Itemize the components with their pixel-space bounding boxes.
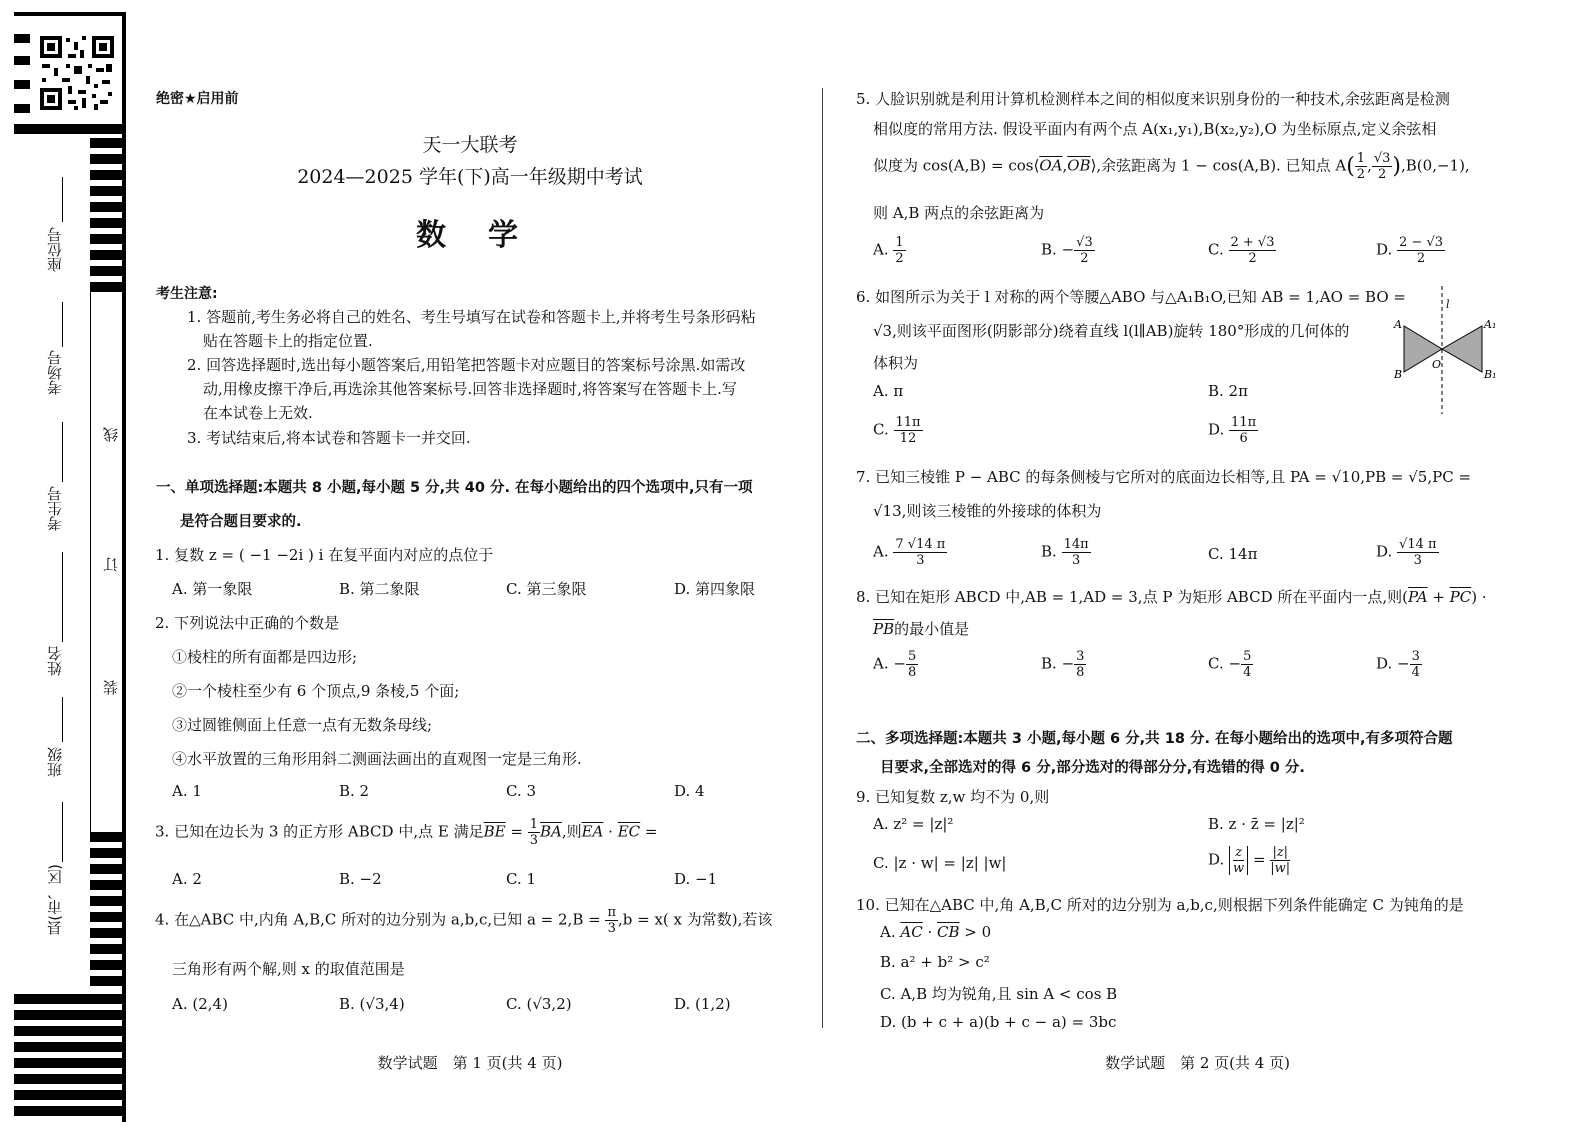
q7-b-den: 3 xyxy=(1071,553,1081,568)
q10-option-d: D. (b + c + a)(b + c − a) = 3bc xyxy=(880,1013,1117,1031)
notice-1a: 1. 答题前,考生务必将自己的姓名、考生号填写在试卷和答题卡上,并将考生号条形码粘 xyxy=(187,308,756,326)
q3-vector-ea: $\overline{EA}$ xyxy=(581,822,604,841)
notice-2c: 在本试卷上无效. xyxy=(203,404,313,422)
q5-d-den: 2 xyxy=(1416,251,1426,266)
q7-option-a xyxy=(873,538,947,567)
q5-a-x xyxy=(1355,152,1367,181)
q10-option-b: B. a² + b² > c² xyxy=(880,953,990,971)
q6-c-prefix: C. xyxy=(873,420,889,439)
q6-line1: 6. 如图所示为关于 l 对称的两个等腰△ABO 与△A₁B₁O,已知 AB = 1,AO = BO = xyxy=(856,288,1406,306)
q6-line3: 体积为 xyxy=(873,354,919,372)
q8-option-b xyxy=(1041,650,1086,679)
q6-option-a: A. π xyxy=(873,382,904,400)
label-a1: A₁ xyxy=(1484,318,1497,331)
q5-line4: 则 A,B 两点的余弦距离为 xyxy=(873,204,1045,222)
section2-heading: 二、多项选择题:本题共 3 小题,每小题 6 分,共 18 分. 在每小题给出的选项中,有多项符合题 xyxy=(856,731,1453,747)
q8-d-num: 3 xyxy=(1411,649,1420,664)
page1-footer: 数学试题 第 1 页(共 4 页) xyxy=(377,1054,563,1072)
q5-b-den: 2 xyxy=(1080,251,1089,266)
q5-a-den: 2 xyxy=(895,251,904,266)
cut-mark-zhuang: 装 xyxy=(102,680,120,695)
q8-d-den: 4 xyxy=(1411,665,1420,680)
q8-vector-pa: $\overline{PA}$ xyxy=(1408,588,1428,606)
q7-a-num: 7 √14 π xyxy=(895,537,946,552)
secret-mark: 绝密★启用前 xyxy=(156,91,239,107)
q6-d-den: 6 xyxy=(1239,431,1248,446)
q9-d-den2: |w| xyxy=(1270,861,1291,876)
q5-l3b: ⟩,余弦距离为 1 − cos(A,B). 已知点 A xyxy=(1090,156,1347,175)
q2-stem: 2. 下列说法中正确的个数是 xyxy=(155,614,340,632)
q3-stem-text: 3. 已知在边长为 3 的正方形 ABCD 中,点 E 满足 xyxy=(155,822,484,841)
label-l: l xyxy=(1446,298,1450,311)
q1-option-a: A. 第一象限 xyxy=(172,580,253,598)
q4-stem-b: ,b = x( x 为常数),若该 xyxy=(618,910,773,929)
notice-2b: 动,用橡皮擦干净后,再选涂其他答案标号.回答非选择题时,将答案写在答题卡上.写 xyxy=(203,380,737,398)
q4-option-d: D. (1,2) xyxy=(674,995,731,1013)
q5-a-y-den: 2 xyxy=(1378,167,1387,182)
q8-plus: + xyxy=(1427,588,1450,606)
q6-c-den: 12 xyxy=(899,431,917,446)
q8-d-sign: − xyxy=(1397,654,1410,673)
q5-option-a xyxy=(873,236,906,265)
q8-c-num: 5 xyxy=(1243,649,1252,664)
q6-d-num: 11π xyxy=(1231,415,1257,430)
q8-b-num: 3 xyxy=(1076,649,1085,664)
cut-mark-ding: 订 xyxy=(102,557,120,572)
q7-d-prefix: D. xyxy=(1376,542,1393,561)
q10-a-prefix: A. xyxy=(880,923,901,941)
notice-3: 3. 考试结束后,将本试卷和答题卡一并交回. xyxy=(187,429,471,447)
q4-stem-cont: 三角形有两个解,则 x 的取值范围是 xyxy=(172,960,405,978)
q9-d-num1: z xyxy=(1233,846,1244,861)
q3-vector-ba: $\overline{BA}$ xyxy=(539,822,562,841)
q8-l2: 的最小值是 xyxy=(894,620,970,638)
q4-stem-a: 4. 在△ABC 中,内角 A,B,C 所对的边分别为 a,b,c,已知 a = 2,B = xyxy=(155,910,606,929)
q5-d-prefix: D. xyxy=(1376,240,1393,259)
label-o: O xyxy=(1432,358,1442,371)
q3-option-b: B. −2 xyxy=(339,870,382,888)
subject-title: 数 学 xyxy=(416,218,524,253)
q6-d-prefix: D. xyxy=(1208,420,1225,439)
notice-title: 考生注意: xyxy=(156,286,218,302)
label-b1: B₁ xyxy=(1484,368,1497,381)
q5-a-prefix: A. xyxy=(873,240,889,259)
q4-frac-den: 3 xyxy=(607,921,616,936)
q7-line2: √13,则该三棱锥的外接球的体积为 xyxy=(873,502,1102,520)
q8-vector-pc: $\overline{PC}$ xyxy=(1449,588,1472,606)
q1-option-d: D. 第四象限 xyxy=(674,580,756,598)
q6-option-b: B. 2π xyxy=(1208,382,1248,400)
q8-c-sign: − xyxy=(1228,654,1242,673)
q7-d-num: √14 π xyxy=(1399,537,1437,552)
q5-l3a: 似度为 cos(A,B) = cos⟨ xyxy=(873,156,1040,175)
q5-option-d xyxy=(1376,236,1445,265)
q8-l1a: 8. 已知在矩形 ABCD 中,AB = 1,AD = 3,点 P 为矩形 ABCD 所在平面内一点,则( xyxy=(856,588,1408,606)
q5-c-prefix: C. xyxy=(1208,240,1224,259)
q5-a-x-num: 1 xyxy=(1356,151,1366,166)
q8-b-prefix: B. xyxy=(1041,654,1057,673)
q5-a-y-num: √3 xyxy=(1373,151,1391,166)
q4-option-b: B. (√3,4) xyxy=(339,995,405,1013)
q5-a-x-den: 2 xyxy=(1356,167,1366,182)
q9-option-b: B. z · z̄ = |z|² xyxy=(1208,815,1305,833)
q3-vector-be: $\overline{BE}$ xyxy=(483,822,506,841)
q8-a-prefix: A. xyxy=(873,654,889,673)
q2-item-2: ②一个棱柱至少有 6 个顶点,9 条棱,5 个面; xyxy=(172,682,460,700)
q10-option-a xyxy=(880,923,991,941)
q5-d-num: 2 − √3 xyxy=(1399,235,1444,250)
q2-item-1: ①棱柱的所有面都是四边形; xyxy=(172,648,358,666)
q5-comma: , xyxy=(1062,156,1068,175)
q10-stem: 10. 已知在△ABC 中,角 A,B,C 所对的边分别为 a,b,c,则根据下列条件能确定 C 为钝角的是 xyxy=(856,896,1464,914)
q3-frac-den: 3 xyxy=(529,833,538,848)
q7-option-b xyxy=(1041,538,1091,567)
q8-a-num: 5 xyxy=(907,649,917,664)
q8-b-den: 8 xyxy=(1076,665,1085,680)
label-b: B xyxy=(1394,368,1403,381)
q8-a-sign: − xyxy=(893,654,906,673)
seat-label: 座位号 xyxy=(46,227,64,272)
q5-vector-oa: $\overline{OA}$ xyxy=(1039,156,1063,175)
q9-option-c: C. |z · w| = |z| |w| xyxy=(873,854,1007,872)
org-title: 天一大联考 xyxy=(422,134,518,156)
section2-heading-cont: 目要求,全部选对的得 6 分,部分选对的得部分分,有选错的得 0 分. xyxy=(880,760,1305,776)
label-a: A xyxy=(1394,318,1402,331)
q2-option-a: A. 1 xyxy=(172,782,202,800)
class-label: 班级 xyxy=(46,747,64,777)
q4-frac-num: π xyxy=(607,905,616,920)
q7-option-d xyxy=(1376,538,1439,567)
q6-figure xyxy=(1392,282,1502,418)
q9-stem: 9. 已知复数 z,w 均不为 0,则 xyxy=(856,788,1050,806)
q7-a-den: 3 xyxy=(916,553,925,568)
q1-option-c: C. 第三象限 xyxy=(506,580,587,598)
q9-option-a: A. z² = |z|² xyxy=(873,815,954,833)
q9-option-d xyxy=(1208,846,1290,875)
section1-heading: 一、单项选择题:本题共 8 小题,每小题 5 分,共 40 分. 在每小题给出的四个选项中,只有一项 xyxy=(156,480,753,496)
q6-line2: √3,则该平面图形(阴影部分)绕着直线 l(l∥AB)旋转 180°形成的几何体的 xyxy=(873,322,1350,340)
q5-line2: 相似度的常用方法. 假设平面内有两个点 A(x₁,y₁),B(x₂,y₂),O 为坐标原点,定义余弦相 xyxy=(873,120,1437,138)
q3-option-a: A. 2 xyxy=(172,870,202,888)
q8-line1 xyxy=(856,586,1487,607)
q7-b-prefix: B. xyxy=(1041,542,1057,561)
q3-eq: = xyxy=(505,822,528,841)
q8-l1b: ) · xyxy=(1471,588,1487,606)
q9-d-num2: |z| xyxy=(1270,846,1290,861)
q6-option-d xyxy=(1208,416,1258,445)
q6-option-c xyxy=(873,416,923,445)
q8-option-a xyxy=(873,650,918,679)
q4-option-c: C. (√3,2) xyxy=(506,995,572,1013)
q7-d-den: 3 xyxy=(1413,553,1422,568)
section1-heading-cont: 是符合题目要求的. xyxy=(180,514,302,530)
q5-line3: 似度为 $\cos(A,B) = \cos⟨\overline{OA},\overline{OB}⟩$,余弦距离为 1 − cos(A,B). 已知点 A( $\frac{1}{2}$ , $\frac{√3}{2}$ ),B(0,−1), xyxy=(873,151,1470,182)
q3-end: = xyxy=(640,822,658,841)
q3-dot: · xyxy=(603,822,618,841)
q5-line1: 5. 人脸识别就是利用计算机检测样本之间的相似度来识别身份的一种技术,余弦距离是检测 xyxy=(856,90,1450,108)
q9-d-den1: w xyxy=(1233,861,1245,876)
q8-option-c xyxy=(1208,650,1253,679)
q3-option-c: C. 1 xyxy=(506,870,537,888)
q5-l3c: ,B(0,−1), xyxy=(1401,156,1470,175)
q1-option-b: B. 第二象限 xyxy=(339,580,420,598)
cut-mark-line: 线 xyxy=(102,427,120,442)
q8-line2 xyxy=(873,618,969,639)
q2-item-4: ④水平放置的三角形用斜二测画法画出的直观图一定是三角形. xyxy=(172,750,582,768)
q2-option-b: B. 2 xyxy=(339,782,370,800)
q9-d-eq: = xyxy=(1248,850,1271,869)
q2-item-3: ③过圆锥侧面上任意一点有无数条母线; xyxy=(172,716,433,734)
q5-option-b xyxy=(1041,236,1095,265)
q7-option-c: C. 14π xyxy=(1208,545,1258,563)
q5-a-y xyxy=(1372,152,1393,181)
q5-a-num: 1 xyxy=(895,235,904,250)
q2-option-d: D. 4 xyxy=(674,782,705,800)
q7-line1: 7. 已知三棱锥 P − ABC 的每条侧棱与它所对的底面边长相等,且 PA = √10,PB = √5,PC = xyxy=(856,468,1472,486)
q3-vector-ec: $\overline{EC}$ xyxy=(617,822,641,841)
county-label: 县(市、区) xyxy=(46,864,64,936)
q6-c-num: 11π xyxy=(895,415,921,430)
q9-d-prefix: D. xyxy=(1208,850,1225,869)
q8-b-sign: − xyxy=(1061,654,1075,673)
exam-no-label: 考生号 xyxy=(46,486,64,531)
q5-b-sign: − xyxy=(1061,240,1075,259)
q5-c-num: 2 + √3 xyxy=(1230,235,1275,250)
q5-vector-ob: $\overline{OB}$ xyxy=(1067,156,1091,175)
triangle-a1b1o xyxy=(1442,326,1482,372)
q5-b-prefix: B. xyxy=(1041,240,1057,259)
q10-vector-ac: $\overline{AC}$ xyxy=(900,923,923,941)
q1-stem: 1. 复数 z = ( −1 −2i ) i 在复平面内对应的点位于 xyxy=(155,546,494,564)
q4-option-a: A. (2,4) xyxy=(172,995,228,1013)
exam-title: 2024—2025 学年(下)高一年级期中考试 xyxy=(297,166,643,188)
q8-option-d xyxy=(1376,650,1422,679)
q8-vector-pb: $\overline{PB}$ xyxy=(873,620,895,638)
q5-c-den: 2 xyxy=(1248,251,1257,266)
q3-option-d: D. −1 xyxy=(674,870,718,888)
q8-a-den: 8 xyxy=(907,665,917,680)
q3-then: ,则 xyxy=(561,822,582,841)
name-label: 姓名 xyxy=(46,646,64,676)
page2-footer: 数学试题 第 2 页(共 4 页) xyxy=(1105,1054,1290,1072)
q7-b-num: 14π xyxy=(1063,537,1089,552)
q3-frac-num: 1 xyxy=(529,817,538,832)
room-label: 考场号 xyxy=(46,350,64,395)
q8-c-den: 4 xyxy=(1243,665,1252,680)
q8-c-prefix: C. xyxy=(1208,654,1224,673)
q10-a-suffix: > 0 xyxy=(959,923,992,941)
notice-2a: 2. 回答选择题时,选出每小题答案后,用铅笔把答题卡对应题目的答案标号涂黑.如需改 xyxy=(187,356,746,374)
q5-b-num: √3 xyxy=(1076,235,1093,250)
q2-option-c: C. 3 xyxy=(506,782,537,800)
q10-option-c: C. A,B 均为锐角,且 sin A < cos B xyxy=(880,985,1118,1003)
q8-d-prefix: D. xyxy=(1376,654,1393,673)
q10-dot: · xyxy=(922,923,937,941)
q10-vector-cb: $\overline{CB}$ xyxy=(937,923,960,941)
q7-a-prefix: A. xyxy=(873,542,889,561)
q5-option-c xyxy=(1208,236,1276,265)
notice-1b: 贴在答题卡上的指定位置. xyxy=(203,332,373,350)
